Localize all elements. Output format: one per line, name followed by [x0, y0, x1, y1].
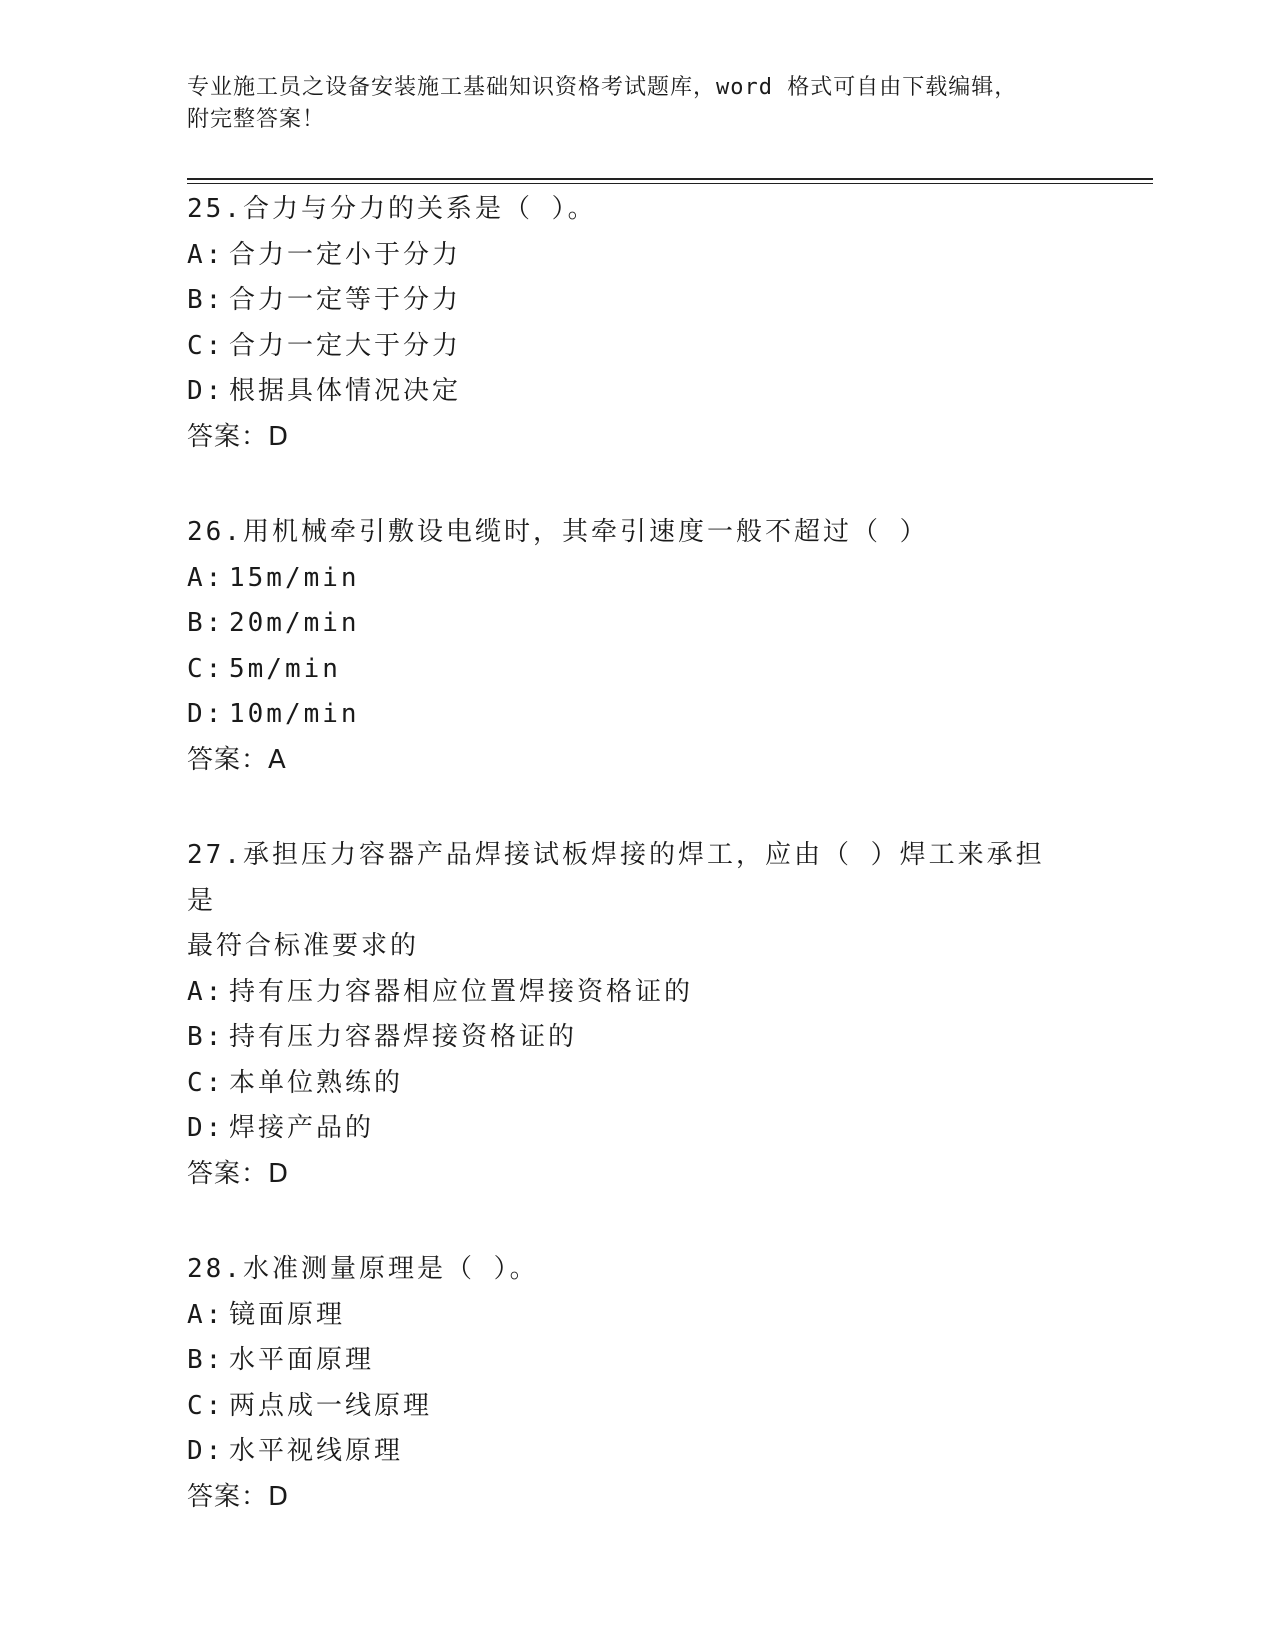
- answer-line: 答案：A: [187, 744, 287, 775]
- option-c: [187, 1061, 1087, 1107]
- option-text: 持有压力容器相应位置焊接资格证的: [229, 976, 694, 1007]
- question-28: [187, 1247, 1087, 1520]
- option-a: [187, 233, 1087, 279]
- question-26: [187, 510, 1087, 783]
- header-line-1: 专业施工员之设备安装施工基础知识资格考试题库，word 格式可自由下载编辑，: [187, 75, 1018, 100]
- option-text: 合力一定小于分力: [229, 239, 462, 270]
- option-letter: D:: [187, 1436, 225, 1466]
- option-letter: A:: [187, 562, 225, 593]
- option-text: 水平面原理: [229, 1345, 375, 1375]
- answer-line: 答案：D: [187, 1158, 290, 1189]
- option-a: [187, 970, 1087, 1016]
- option-c: [187, 647, 1087, 693]
- option-letter: D:: [187, 376, 225, 406]
- option-text: 水平视线原理: [229, 1436, 404, 1466]
- option-d: [187, 369, 1087, 415]
- document-header: [187, 72, 1067, 136]
- option-d: [187, 1429, 1087, 1475]
- answer-line: 答案：D: [187, 1481, 290, 1512]
- option-b: [187, 601, 1087, 647]
- option-letter: C:: [187, 1390, 225, 1421]
- question-list: [187, 187, 1087, 1570]
- option-text: 10m/min: [229, 699, 360, 729]
- option-letter: D:: [187, 1113, 225, 1143]
- option-letter: C:: [187, 330, 225, 361]
- question-stem: 27.承担压力容器产品焊接试板焊接的焊工，应由（ ）焊工来承担是: [187, 840, 1045, 916]
- question-stem: 28.水准测量原理是（ ）。: [187, 1254, 539, 1284]
- option-letter: C:: [187, 1067, 225, 1098]
- header-line-2: 附完整答案！: [187, 107, 326, 132]
- option-letter: B:: [187, 1345, 225, 1375]
- question-stem: 26.用机械牵引敷设电缆时，其牵引速度一般不超过（ ）: [187, 517, 929, 547]
- header-divider-thick: [187, 178, 1153, 180]
- option-text: 镜面原理: [229, 1299, 346, 1330]
- header-divider-thin: [187, 183, 1153, 184]
- option-text: 持有压力容器焊接资格证的: [229, 1022, 578, 1052]
- option-text: 合力一定大于分力: [229, 330, 462, 361]
- option-text: 合力一定等于分力: [229, 285, 462, 315]
- option-letter: B:: [187, 608, 225, 638]
- option-text: 20m/min: [229, 608, 360, 638]
- option-c: [187, 324, 1087, 370]
- option-letter: C:: [187, 653, 225, 684]
- option-c: [187, 1384, 1087, 1430]
- option-text: 根据具体情况决定: [229, 376, 462, 406]
- option-text: 焊接产品的: [229, 1113, 375, 1143]
- option-letter: A:: [187, 1299, 225, 1330]
- option-b: [187, 278, 1087, 324]
- option-text: 15m/min: [229, 562, 360, 593]
- option-d: [187, 1106, 1087, 1152]
- question-27: [187, 833, 1087, 1197]
- answer-line: 答案：D: [187, 421, 290, 452]
- option-b: [187, 1338, 1087, 1384]
- question-stem-continued: 最符合标准要求的: [187, 931, 420, 961]
- option-letter: A:: [187, 976, 225, 1007]
- option-text: 本单位熟练的: [229, 1067, 404, 1098]
- option-d: [187, 692, 1087, 738]
- option-letter: B:: [187, 1022, 225, 1052]
- option-b: [187, 1015, 1087, 1061]
- option-text: 两点成一线原理: [229, 1390, 433, 1421]
- option-a: [187, 556, 1087, 602]
- option-text: 5m/min: [229, 653, 341, 684]
- option-a: [187, 1293, 1087, 1339]
- option-letter: D:: [187, 699, 225, 729]
- question-stem: 25.合力与分力的关系是（ ）。: [187, 194, 597, 224]
- option-letter: A:: [187, 239, 225, 270]
- question-25: [187, 187, 1087, 460]
- option-letter: B:: [187, 285, 225, 315]
